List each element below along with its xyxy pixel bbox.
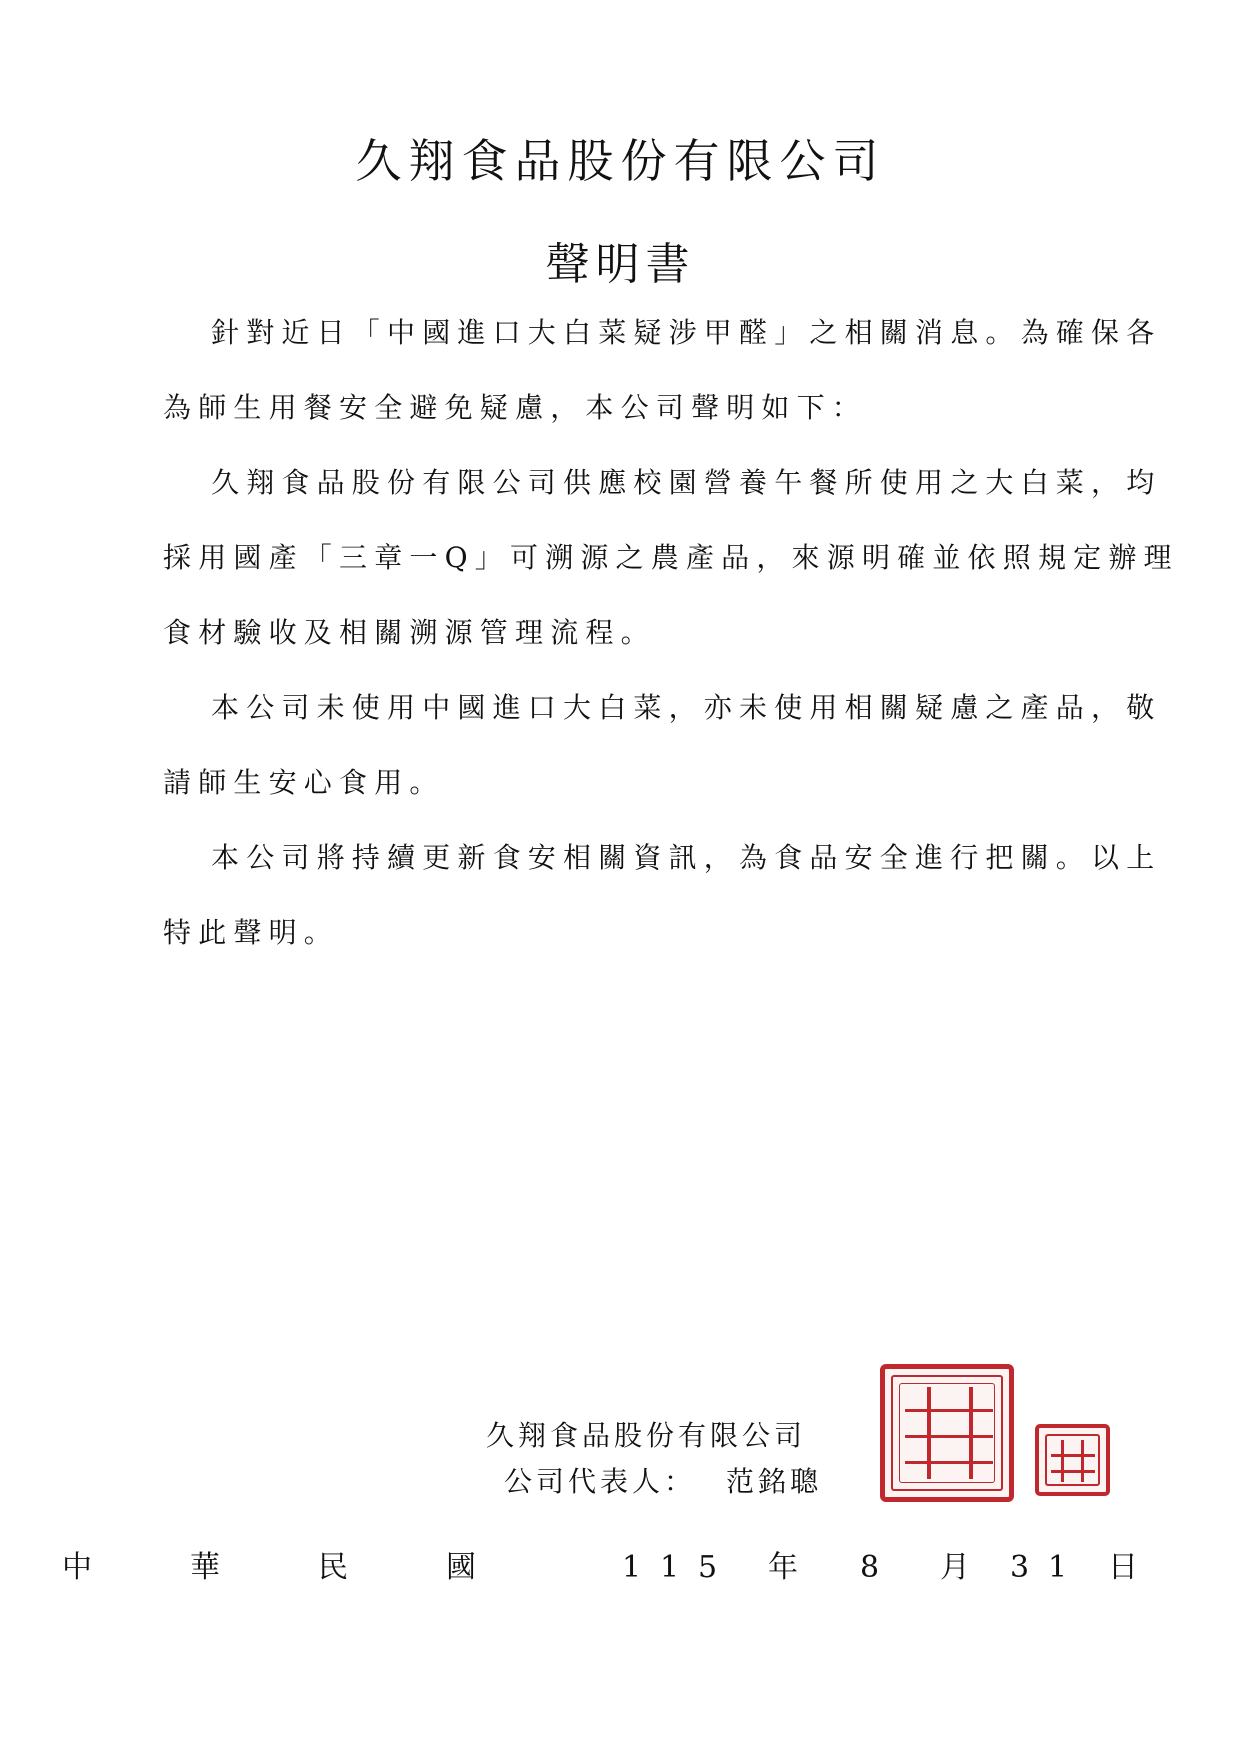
- paragraph-1-line-1: 針對近日「中國進口大白菜疑涉甲醛」之相關消息。為確保各: [211, 316, 1162, 349]
- paragraph-3-line-1: 本公司未使用中國進口大白菜，亦未使用相關疑慮之產品，敬: [211, 691, 1162, 724]
- company-seal-icon: [880, 1364, 1014, 1502]
- date-year-digit-1: 1: [622, 1550, 642, 1585]
- date-month: 8: [860, 1550, 880, 1585]
- paragraph-2-line-3: 食材驗收及相關溯源管理流程。: [163, 616, 656, 649]
- date-year-digit-3: 5: [698, 1550, 718, 1585]
- paragraph-4-line-2: 特此聲明。: [163, 916, 340, 949]
- document-title: 聲明書: [545, 239, 696, 290]
- company-title: 久翔食品股份有限公司: [355, 134, 886, 188]
- date-day-digit-2: 1: [1048, 1550, 1068, 1585]
- date-year-label: 年: [768, 1550, 798, 1585]
- paragraph-2-line-1: 久翔食品股份有限公司供應校園營養午餐所使用之大白菜，均: [211, 466, 1162, 499]
- signature-block: [486, 1418, 822, 1500]
- representative-name: 范銘聰: [726, 1465, 823, 1498]
- paragraph-1-line-2: 為師生用餐安全避免疑慮，本公司聲明如下：: [163, 391, 868, 424]
- date-min: 民: [318, 1550, 348, 1585]
- date-year-digit-2: 1: [660, 1550, 680, 1585]
- date-guo: 國: [446, 1550, 476, 1585]
- paragraph-4-line-1: 本公司將持續更新食安相關資訊，為食品安全進行把關。以上: [211, 841, 1162, 874]
- representative-label: 公司代表人：: [504, 1465, 697, 1498]
- paragraph-2-line-2: 採用國產「三章一Q」可溯源之農產品，來源明確並依照規定辦理: [163, 541, 1179, 574]
- declaration-body: [163, 316, 1179, 993]
- date-month-label: 月: [940, 1550, 970, 1585]
- paragraph-3-line-2: 請師生安心食用。: [163, 766, 445, 799]
- date-day-digit-1: 3: [1010, 1550, 1030, 1585]
- representative-seal-icon: [1035, 1424, 1110, 1496]
- signature-company: 久翔食品股份有限公司: [486, 1419, 807, 1452]
- date-hua: 華: [190, 1550, 220, 1585]
- date-line: [0, 1548, 1241, 1588]
- date-day-label: 日: [1108, 1550, 1138, 1585]
- date-zhong: 中: [62, 1550, 92, 1585]
- signature-representative: [486, 1464, 822, 1500]
